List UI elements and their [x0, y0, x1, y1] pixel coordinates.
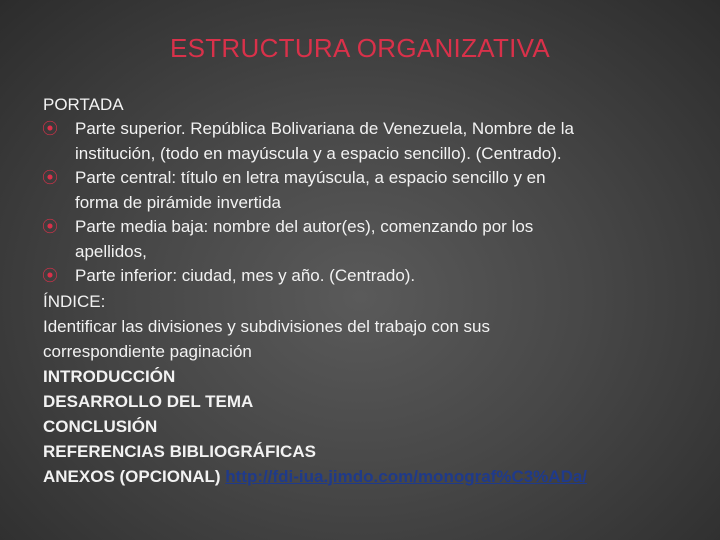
slide-content — [43, 92, 703, 489]
bullet-text-line: apellidos, — [75, 241, 147, 261]
indice-text: Identificar las divisiones y subdivisiones del trabajo con sus — [43, 316, 490, 336]
bullet-text-line: Parte inferior: ciudad, mes y año. (Centrado). — [75, 266, 416, 285]
slide-title: ESTRUCTURA ORGANIZATIVA — [169, 33, 551, 63]
bullet-text-line: Parte central: título en letra mayúscula, a espacio sencillo y en — [75, 168, 546, 187]
bullet-item — [43, 215, 703, 264]
indice-text: correspondiente paginación — [43, 341, 252, 361]
bullet-item — [43, 264, 703, 289]
bullet-item — [43, 166, 703, 215]
section-desarrollo: DESARROLLO DEL TEMA — [43, 391, 254, 411]
bullet-text-line: Parte media baja: nombre del autor(es), comenzando por los — [75, 217, 534, 236]
indice-heading: ÍNDICE — [43, 291, 101, 311]
section-conclusion: CONCLUSIÓN — [43, 416, 158, 436]
anexos-link[interactable]: http://fdi-iua.jimdo.com/monograf%C3%ADa/ — [225, 466, 588, 486]
section-introduccion: INTRODUCCIÓN — [43, 366, 176, 386]
anexos-line — [43, 464, 703, 489]
section-referencias: REFERENCIAS BIBLIOGRÁFICAS — [43, 441, 316, 461]
anexos-label: ANEXOS (OPCIONAL) — [43, 466, 221, 486]
target-bullet-icon: ⦿ — [42, 170, 59, 187]
bullet-text-line: Parte superior. República Bolivariana de Venezuela, Nombre de la — [75, 119, 574, 138]
indice-heading-line — [43, 289, 703, 314]
target-bullet-icon: ⦿ — [42, 219, 59, 236]
bullet-text-line: institución, (todo en mayúscula y a espacio sencillo). (Centrado). — [75, 143, 562, 163]
bullet-text-line: forma de pirámide invertida — [75, 192, 281, 212]
portada-heading: PORTADA — [43, 95, 124, 114]
target-bullet-icon: ⦿ — [42, 121, 59, 138]
target-bullet-icon: ⦿ — [42, 268, 59, 285]
indice-colon: : — [100, 291, 106, 311]
bullet-item — [43, 117, 703, 166]
